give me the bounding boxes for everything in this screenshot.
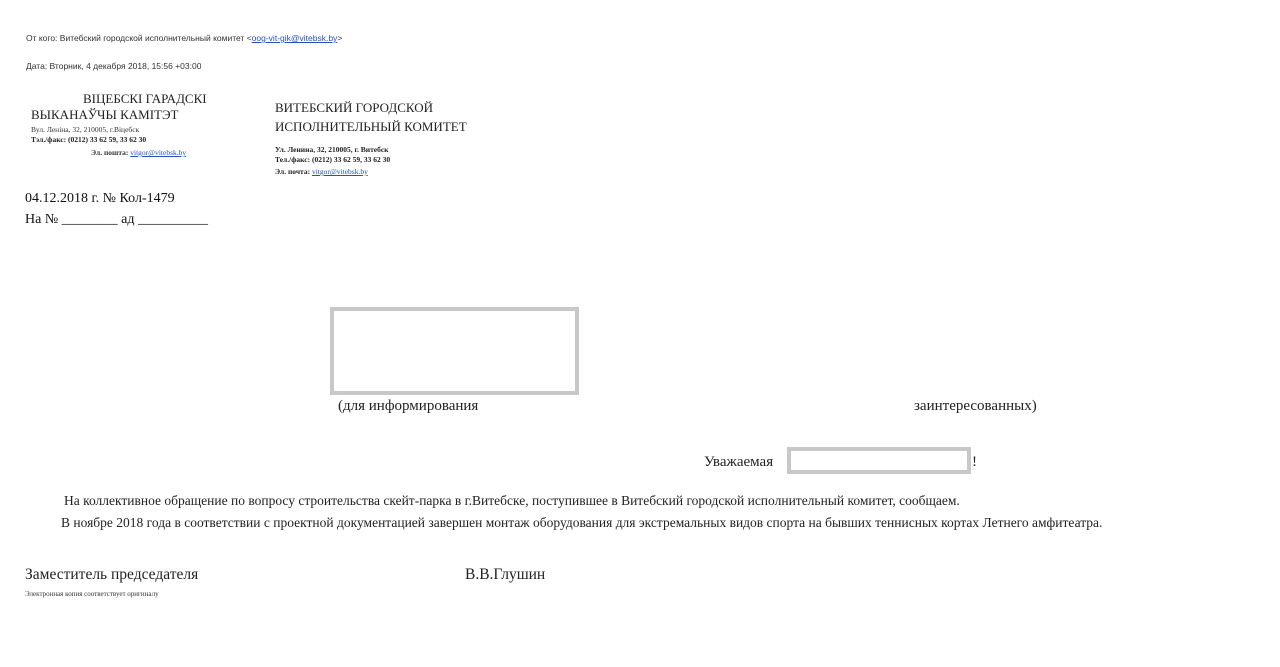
letterhead-ru-phone: Тел./факс: (0212) 33 62 59, 33 62 30 (275, 155, 391, 164)
addressee-info-left: (для информирования (338, 398, 479, 414)
letterhead-by-title-line1: ВІЦЕБСКІ ГАРАДСКІ (83, 91, 207, 106)
email-date-line: Дата: Вторник, 4 декабря 2018, 15:56 +03:00 (26, 61, 202, 71)
letterhead-by-email-link[interactable]: vitgor@vitebsk.by (130, 148, 187, 157)
email-from-suffix: > (337, 33, 343, 43)
body-paragraph-2: В ноябре 2018 года в соответствии с проектной документацией завершен монтаж оборудования для экстремальных видов спорта на бывших теннисных кортах Летнего амфитеатра. (61, 515, 1103, 530)
letterhead-ru-email-line (275, 167, 368, 176)
body-paragraph-1: На коллективное обращение по вопросу строительства скейт-парка в г.Витебске, поступившее в Витебский городской исполнительный комитет, сообщаем. (64, 493, 960, 508)
redacted-greeting-name (787, 447, 971, 474)
electronic-copy-note: Электронная копия соответствует оригиналу (25, 590, 159, 598)
document-date-number: 04.12.2018 г. № Кол-1479 (25, 191, 175, 206)
addressee-info-right: заинтересованных) (914, 398, 1037, 414)
greeting-exclamation: ! (972, 454, 977, 470)
letterhead-ru-email-link[interactable]: vitgor@vitebsk.by (311, 167, 368, 176)
letterhead-by-title-line2: ВЫКАНАЎЧЫ КАМІТЭТ (31, 107, 179, 122)
email-from-address-link[interactable]: oog-vit-gik@vitebsk.by (251, 33, 338, 43)
signature-name: В.В.Глушин (465, 566, 546, 583)
email-from-line (26, 33, 342, 43)
letterhead-ru-email-label: Эл. почта: (275, 167, 312, 176)
letterhead-ru-address: Ул. Ленина, 32, 210005, г. Витебск (275, 145, 389, 154)
letterhead-by-email-line (91, 148, 186, 157)
letterhead-by-email-label: Эл. пошта: (91, 148, 131, 157)
email-from-label: От кого: Витебский городской исполнительный комитет < (26, 33, 252, 43)
redacted-addressee-box (330, 307, 579, 395)
reply-reference: На № ________ ад __________ (25, 212, 209, 227)
signature-position: Заместитель председателя (25, 566, 199, 583)
letterhead-by-phone: Тэл./факс: (0212) 33 62 59, 33 62 30 (31, 135, 147, 144)
greeting: Уважаемая (704, 454, 774, 470)
letterhead-ru-title-line2: ИСПОЛНИТЕЛЬНЫЙ КОМИТЕТ (275, 119, 467, 134)
letterhead-by-address: Вул. Леніна, 32, 210005, г.Віцебск (31, 125, 140, 134)
letterhead-ru-title-line1: ВИТЕБСКИЙ ГОРОДСКОЙ (275, 100, 434, 115)
